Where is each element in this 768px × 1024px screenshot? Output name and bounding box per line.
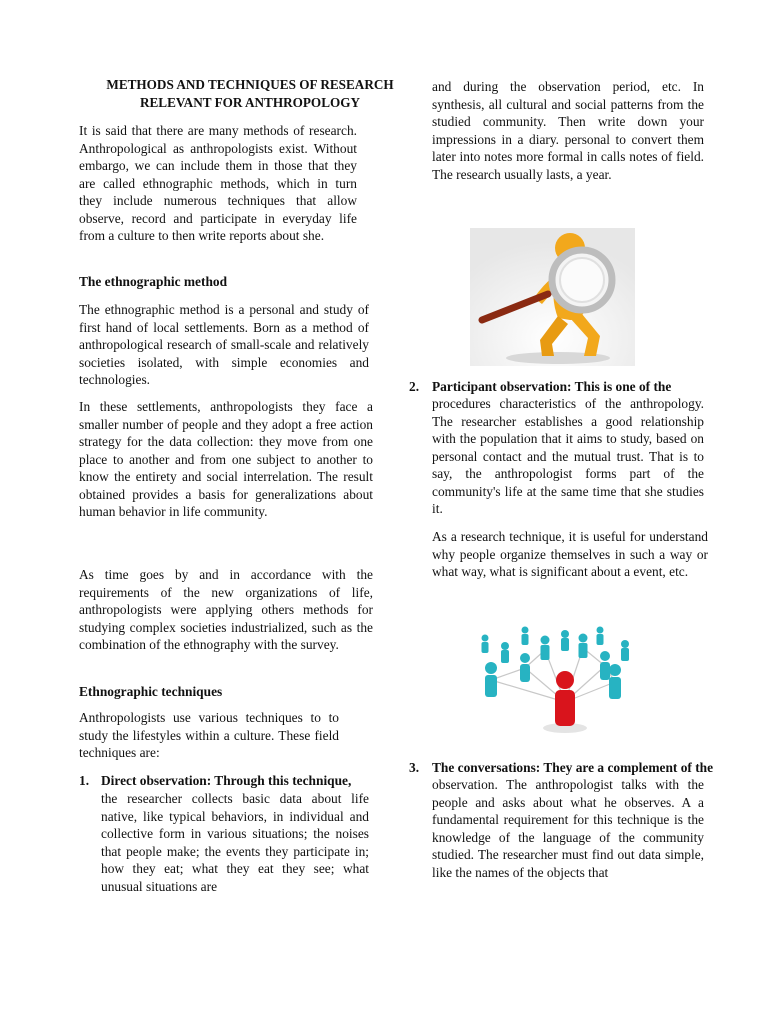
people-network-icon [465, 610, 640, 745]
document-title [96, 76, 404, 111]
item-2-text: procedures characteristics of the anthropology. The researcher establishes a good relationship with the population that it aims to study, based on personal contact and the mutual trust. That is to say, the anthropologist forms part of the community's life at the same time that she studies it. [432, 396, 704, 516]
title-line-2: RELEVANT FOR ANTHROPOLOGY [139, 94, 361, 110]
item-2-number: 2. [409, 379, 420, 394]
item-3-number: 3. [409, 760, 420, 775]
item-1-continued: and during the observation period, etc. In synthesis, all cultural and social patterns from the studied community. Then write down your impressions in a diary. personal to convert them later into notes more formal in calls notes of field. The research usually lasts, a year. [432, 79, 704, 182]
item-2-lead: Participant observation: This is one of the [432, 379, 672, 394]
magnifier-icon [470, 228, 635, 366]
item-1-number: 1. [79, 773, 90, 788]
people-network-illustration [465, 610, 640, 745]
item-1-lead: Direct observation: Through this technique, [101, 773, 352, 788]
title-line-1: METHODS AND TECHNIQUES OF RESEARCH [106, 77, 394, 92]
heading-ethnographic-method: The ethnographic method [79, 274, 228, 289]
method-paragraph-2: In these settlements, anthropologists they face a smaller number of people and they adopt a free action strategy for the data collection: they move from one place to another and from one subject to another to know the entirety and social interrelation. The result obtained provides a basis for generalizations about human behavior in life community. [79, 399, 373, 519]
item-3-text: observation. The anthropologist talks with the people and asks about what he observes. A a fundamental requirement for this technique is the knowledge of the language of the community studied. The researcher must find out data simple, like the names of the objects that [432, 777, 704, 880]
heading-ethnographic-techniques: Ethnographic techniques [79, 684, 223, 699]
magnifier-person-illustration [470, 228, 635, 366]
item-2-text-2: As a research technique, it is useful for understand why people organize themselves in such a way or what way, what is significant about a event, etc. [432, 529, 708, 579]
method-paragraph-3: As time goes by and in accordance with the requirements of the new organizations of life, anthropologists were applying others methods for studying complex societies industrialized, such as the combination of the ethnography with the survey. [79, 567, 373, 652]
techniques-paragraph: Anthropologists use various techniques to to study the lifestyles within a culture. These field techniques are: [79, 710, 339, 760]
item-1-text: the researcher collects basic data about life native, like typical behaviors, in individual and collective form in various situations; the noises that people make; the events they participate in; how they eat; what they eat they see; what unusual situations are [101, 791, 369, 894]
intro-paragraph: It is said that there are many methods of research. Anthropological as anthropologists exist. Without embargo, we can include them in those that they are called ethnographic methods, which in turn they include numerous techniques that allow observe, record and participate in everyday life from a culture to then write reports about she. [79, 123, 357, 243]
item-3-lead: The conversations: They are a complement of the [432, 760, 714, 775]
method-paragraph-1: The ethnographic method is a personal and study of first hand of local settlements. Born as a method of anthropological research of small-scale and relatively societies isolated, with simple economies and technologies. [79, 302, 369, 387]
